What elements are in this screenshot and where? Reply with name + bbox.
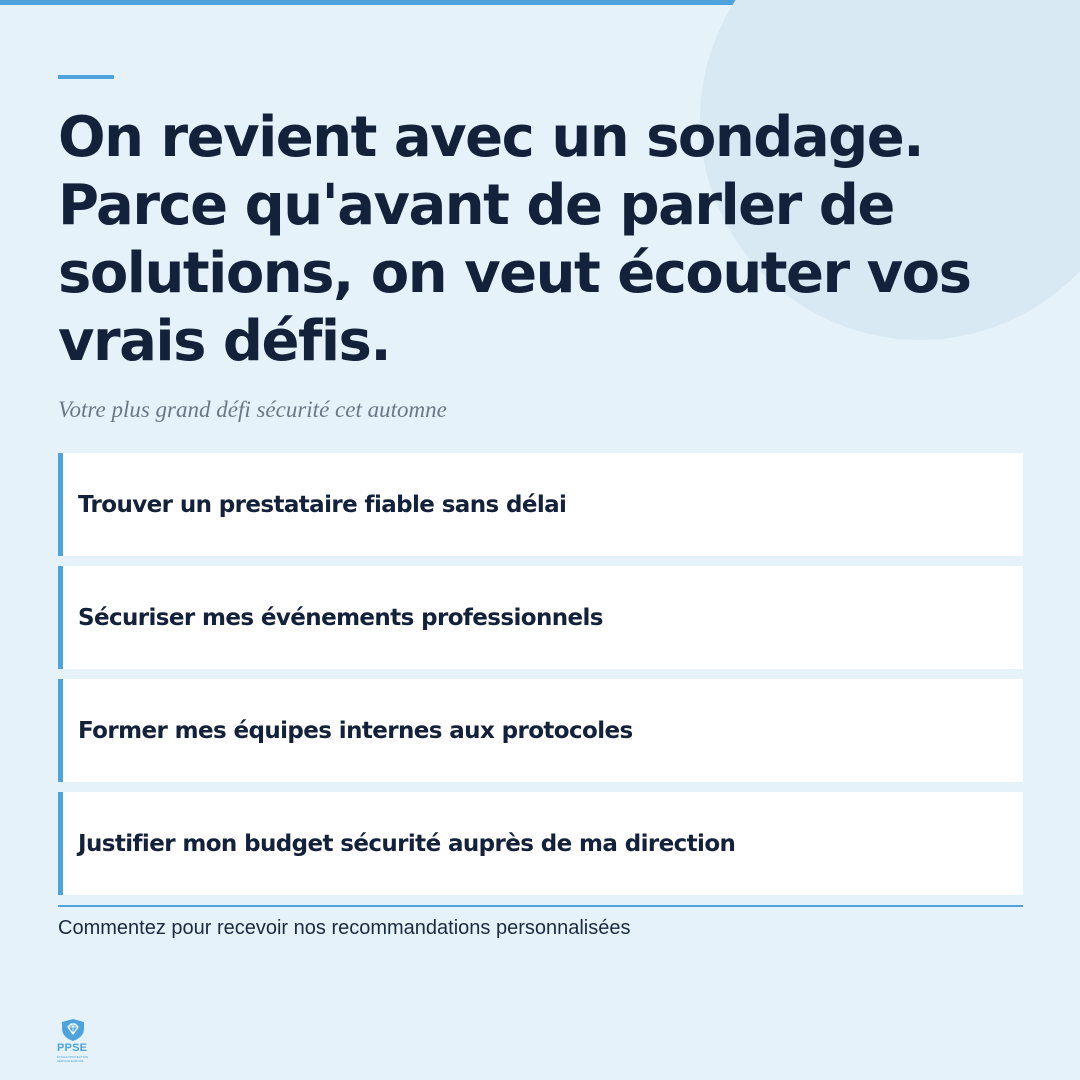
poll-option-label: Sécuriser mes événements professionnels: [78, 604, 603, 631]
logo-tagline: ÉTOILE PROTECTION SERVICE EUROPE: [57, 1055, 89, 1063]
poll-option-1[interactable]: [58, 453, 1023, 556]
poll-question: Votre plus grand défi sécurité cet automne: [58, 397, 447, 422]
poll-options: [58, 453, 1023, 905]
poll-option-3[interactable]: [58, 679, 1023, 782]
shield-icon: [60, 1018, 86, 1042]
brand-logo: [56, 1018, 96, 1066]
poll-option-4[interactable]: [58, 792, 1023, 895]
title-accent-line: [58, 75, 114, 79]
poll-option-label: Former mes équipes internes aux protocoles: [78, 717, 633, 744]
poll-option-2[interactable]: [58, 566, 1023, 669]
poll-option-label: Justifier mon budget sécurité auprès de ma direction: [78, 830, 736, 857]
logo-name: PPSE: [57, 1042, 88, 1054]
divider: [58, 905, 1023, 907]
poll-option-label: Trouver un prestataire fiable sans délai: [78, 491, 567, 518]
call-to-action: Commentez pour recevoir nos recommandations personnalisées: [58, 917, 631, 939]
page-title: On revient avec un sondage. Parce qu'avant de parler de solutions, on veut écouter vos vrais défis.: [58, 105, 971, 374]
